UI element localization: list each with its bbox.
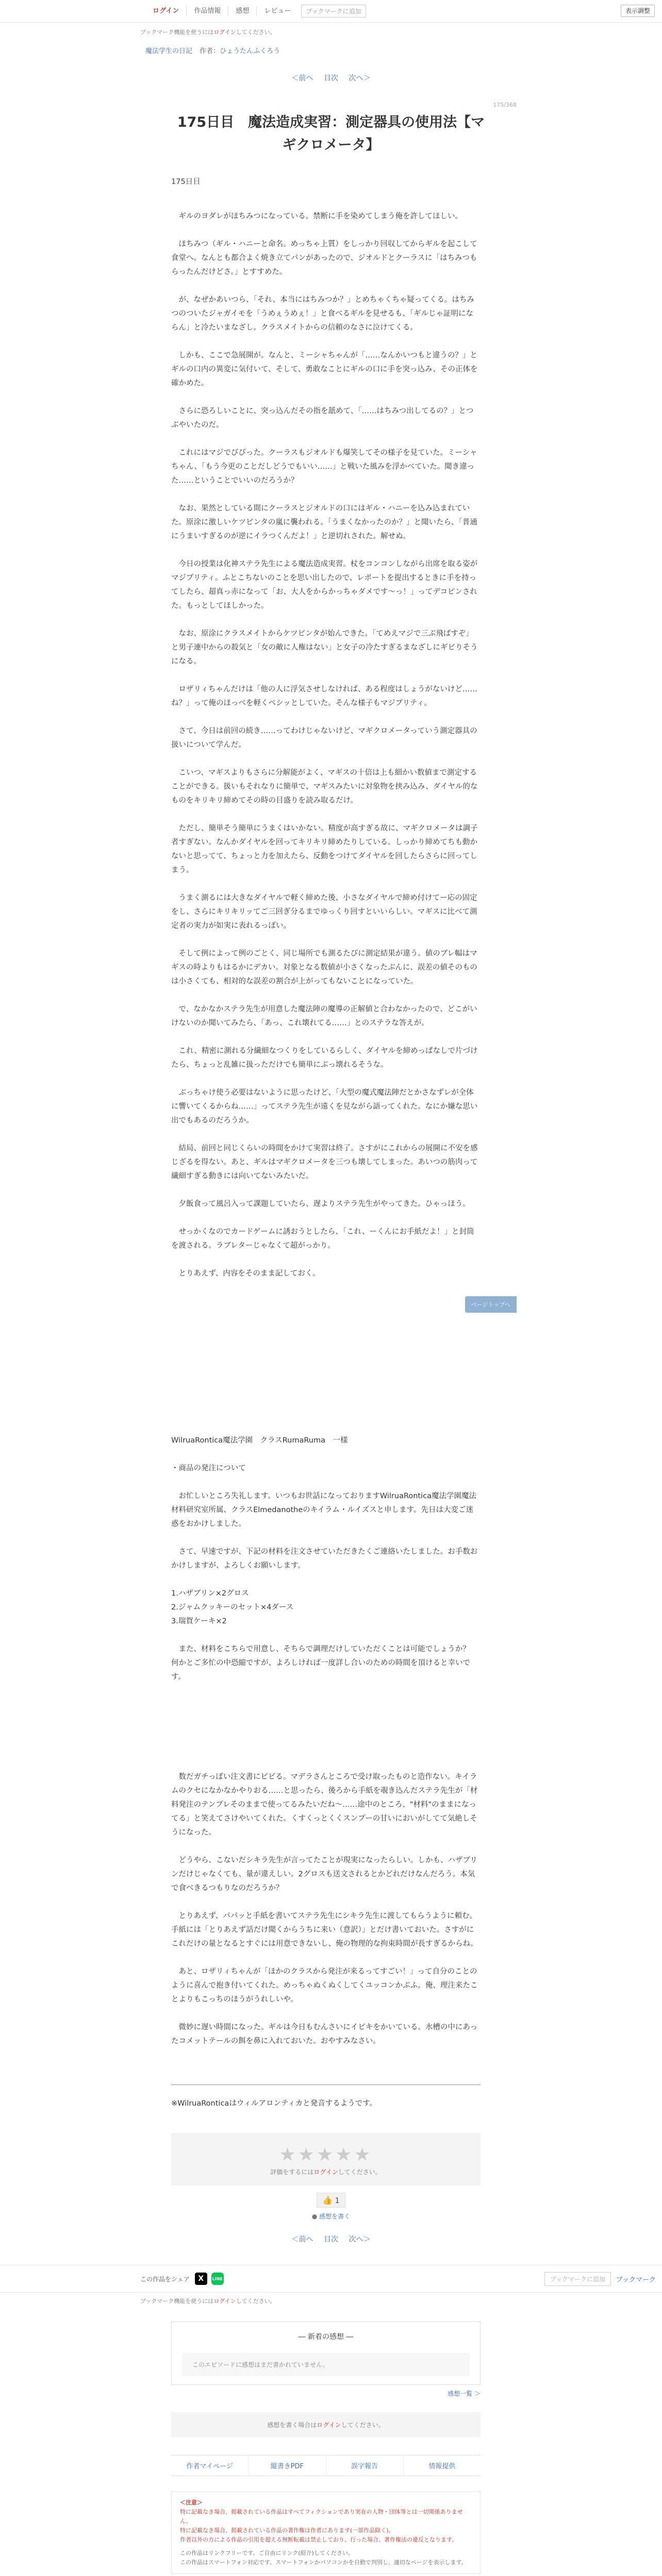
paragraph-list: [171, 210, 481, 1281]
display-settings-button[interactable]: 表示調整: [621, 5, 655, 17]
x-share-icon[interactable]: X: [195, 2273, 207, 2285]
body-paragraph: が、なぜかあいつら、「それ、本当にはちみつか？」とめちゃくちゃ疑ってくる。はちみつのついたジャガイモを「うめぇうめぇ！」と食べるギルを見せるも、「ギルじゃ証明にならん」と冷たいまなざし。クラスメイトからの信頼のなさに泣けてくる。: [171, 296, 474, 332]
author-mypage-link[interactable]: 作者マイページ: [171, 2455, 249, 2476]
order-item: 2.ジャムクッキーのセット×4ダース: [171, 1603, 294, 1612]
works-info-link[interactable]: 作品情報: [187, 7, 228, 16]
top-bar: [0, 0, 662, 23]
body-paragraph: これ、精密に測れる分繊細なつくりをしているらしく、ダイヤルを締めっぱなしで片づけたら、ちょっと乱雑に扱っただけでも簡単にぶっ壊れるそうな。: [171, 1047, 478, 1069]
feelings-list-link[interactable]: 感想一覧 ＞: [448, 2390, 481, 2397]
chapter-subtitle: 175日目: [171, 178, 201, 186]
pager-top: [145, 73, 517, 83]
like-button[interactable]: [317, 2193, 345, 2208]
rating-login-link[interactable]: ログイン: [313, 2168, 338, 2176]
body-paragraph: なお、原涂にクラスメイトからケツビンタが始んできた。「てめえマジで三ぶ飛ばすぞ」と男子連中からの殺気と「女の敵に人権はない」と女子の冷たすぎるまなざしにギビりそうになる。: [171, 630, 478, 666]
body-paragraph: ロザリィちゃんだけは「他の人に浮気させしなければ、ある程度はしょうがないけど……ね？」って俺のほっぺを軽くペシッとしていた。そんな様子もマジプリティ。: [171, 685, 477, 707]
prev-link[interactable]: ＜前へ: [291, 74, 313, 82]
body-paragraph: ぶっちゃけ使う必要はないように思ったけど、「大型の魔式魔法陣だとかさなずレが全体に響いてくるからね……」ってステラ先生が遠くを見ながら語ってくれた。なにか嫌な思い出でもあるのだろうか。: [171, 1089, 478, 1125]
share-inner: [140, 2272, 656, 2286]
body-paragraph: うまく測るには大きなダイヤルで軽く締めた後、小さなダイヤルで締め付けてー応の固定をし、さらにキリキリッてご三回ぎ分るまでゆっくり回すといいらしい。マギスに比べて測定者の実力が如実に表れるっぽい。: [171, 894, 477, 930]
bookmark-hint-prefix: ブックマーク機能を使うには: [140, 29, 214, 36]
rating-box: [171, 2133, 481, 2185]
body-paragraph: ギルのヨダレがほちみつになっている。禁断に手を染めてしまう俺を許してほしい。: [171, 212, 463, 221]
no-feelings-message: このエピソードに感想はまだ書かれていません。: [182, 2353, 470, 2376]
vertical-pdf-link[interactable]: 縦書きPDF: [249, 2455, 326, 2476]
page-top-button[interactable]: ページトップへ: [465, 1296, 517, 1313]
feelings-link[interactable]: 感想: [228, 7, 257, 16]
share-label: この作品をシェア: [140, 2275, 190, 2283]
body-paragraph: しかも、ここで急展開が。なんと、ミーシャちゃんが「……なんかいつもと違うの？」とギルの口内の異変に気付いて、そして、勇敢なことにギルの口に手を突っ込み、その正体を確かめた。: [171, 351, 478, 387]
page-count: 175/368: [493, 101, 517, 108]
line-share-icon[interactable]: LINE: [211, 2273, 224, 2285]
notice-head: ＜注意＞: [180, 2499, 203, 2506]
body-paragraph: 結局、前回と同じくらいの時間をかけて実習は終了。さすがにこれからの展開に不安を感じざるを得ない。あと、ギルはマギクロメータを三つも壊してしまった。あいつの筋肉って繊細すぎる動きには向いてないみたいだ。: [171, 1144, 478, 1180]
body-paragraph: で、なかなかステラ先生が用意した魔法陣の魔導の正解値と合わなかったので、どこがいけないのか聞いてみたら、「あっ、これ壊れてる……」とのステラな答えが。: [171, 1005, 477, 1027]
after-letter-paragraph: 数だガチっぽい注文書にビビる。マデラさんところで受け取ったものと造作ない。キイラムのクセになかなかやりおる……と思ったら、後ろから手紙を覗き込んだステラ先生が「材料発注のテンプレそのままで使ってるみたいだね〜……途中のところ、"材料"のままになってる」と笑えてさけやいてくれた。くすくっとくくスンプーの甘いにおいがしてて気絶しそうになった。: [171, 1773, 478, 1837]
blank-space: [171, 1295, 481, 1434]
letter-subject: ・商品の発注について: [171, 1464, 246, 1472]
after-letter-paragraph: とりあえず、パパッと手紙を書いてステラ先生にシキラ先生に渡してもらうように頼む。手紙には「とりあえず話だけ聞くからうちに来い（意訳）」とだけ書いておいた。さすがにこれだけの量となるとすぐには用意できないし、俺の物理的な拘束時間が長すぎるからね。: [171, 1912, 478, 1948]
share-bookmark: [544, 2272, 656, 2286]
write-feeling-note: [145, 2212, 517, 2221]
notice-line: 特に記載なき場合、掲載されている作品はすべてフィクションであり実在の人物・団体等とは一切関係ありません。: [180, 2509, 463, 2524]
bookmark-hint-bottom-suffix: してください。: [236, 2298, 276, 2304]
body-paragraph: さて、今日は前回の続き……ってわけじゃないけど、マギクロメータっていう測定器具の扱いについて学んだ。: [171, 727, 477, 749]
body-paragraph: とりあえず、内容をそのまま記しておく。: [171, 1269, 320, 1278]
order-list: [171, 1587, 481, 1629]
login-link[interactable]: ログイン: [145, 7, 187, 16]
notice-line: 作者以外の方による作品の引用を超える無断転載は禁止しており、行った場合、著作権法の違反となります。: [180, 2536, 458, 2543]
main-content: [145, 45, 517, 2244]
notice-gray: [180, 2549, 472, 2567]
body-paragraph: これにはマジでびびった。クーラスもジオルドも爆笑してその様子を見ていた。ミーシャちゃん、「もう今更のことだしどうでもいい……」と戦いた風みを浮かべていた。聞き違った……ということでいいのだろうか？: [171, 449, 477, 485]
info-links: [171, 2455, 481, 2476]
next-link-bottom[interactable]: 次へ＞: [349, 2235, 371, 2244]
body-paragraph: ただし、簡単そう簡単にうまくはいかない。精度が高すぎる故に、マギクロメータは調子者すぎない。なんかダイヤルを回ってキリキリ締めたりしている。しっかり締めてちも動かないと思ってて、ちょっと力を加えたら、反動をつけてダイヤルを回したらさらに回ってしまう。: [171, 824, 478, 874]
write-feeling-link[interactable]: 感想を書く: [319, 2213, 351, 2220]
body-paragraph: なお、果然としている間にクーラスとジオルドの口にはギル・ハニーを込み込まれていた。原涂に激しいケツビンタの嵐に襲われる。「うまくなかったのか？」と聞いたら、「普通にうまいすぎるのが逆にイラつくんだよ！」と逆切れされた。解せぬ。: [171, 504, 477, 540]
breadcrumb: [145, 45, 517, 55]
feeling-login-link[interactable]: ログイン: [317, 2421, 341, 2429]
notice-box: [171, 2492, 481, 2574]
like-row: [145, 2193, 517, 2221]
body-paragraph: 夕飯食って風呂入って課題していたら、遅よりステラ先生がやってきた。ひゃっほう。: [171, 1200, 470, 1208]
feeling-login-prefix: 感想を書く場合は: [267, 2421, 317, 2429]
bookmark-hint-login-link[interactable]: ログイン: [213, 29, 236, 36]
after-letter-text: [171, 1770, 481, 2048]
body-paragraph: ほちみつ（ギル・ハニーと命名。めっちゃ上質）をしっかり回収してからギルを起こして食堂へ。なんとも都合よく焼き立てパンがあったので、ジオルドとクーラスに「はちみつもらったんだけどさ。」とすすめた。: [171, 240, 477, 276]
prev-link-bottom[interactable]: ＜前へ: [291, 2235, 313, 2244]
letter-body: [171, 1489, 481, 1573]
notice-gray-line: この作品はリンクフリーです。ご自由にリンク(紹介)してください。: [180, 2550, 354, 2556]
thumbs-up-icon: 👍: [322, 2195, 333, 2205]
author-label: 作者：: [200, 47, 220, 55]
bookmark-add-button-bottom[interactable]: ブックマークに追加: [544, 2272, 611, 2286]
bookmark-add-button[interactable]: ブックマークに追加: [301, 5, 366, 18]
new-feelings-box: [171, 2321, 481, 2385]
next-link[interactable]: 次へ＞: [349, 74, 371, 82]
toc-link-bottom[interactable]: 目次: [324, 2235, 338, 2244]
top-nav: [145, 5, 657, 18]
after-letter-paragraph: 微妙に遅い時間になった。ギルは今日もむんさいにイビキをかいている。水槽の中にあったコメットテールの餌を鼻に入れておいた。おやすみなさい。: [171, 2023, 478, 2045]
review-link[interactable]: レビュー: [264, 7, 291, 15]
series-title-link[interactable]: 魔法学生の日記: [145, 47, 193, 55]
letter-header: WilruaRontica魔法学園 クラスRumaRuma 一様: [171, 1436, 348, 1445]
bookmark-link[interactable]: ブックマーク: [616, 2276, 656, 2284]
body-paragraph: さらに恐ろしいことに、突っ込んだその指を舐めて、「……はちみつ出してるの？」とつぶやいたのだ。: [171, 407, 474, 429]
chapter-title: 175日目 魔法造成実習：測定器具の使用法【マギクロメータ】: [177, 114, 485, 153]
rating-note-suffix: してください。: [338, 2168, 382, 2176]
letter-paragraph: さて、早速ですが、下記の材料を注文させていただきたくご連絡いたしました。お手数おかけしますが、よろしくお願いします。: [171, 1548, 478, 1570]
typo-report-link[interactable]: 誤字報告: [326, 2455, 404, 2476]
bookmark-hint: [140, 28, 656, 36]
toc-link[interactable]: 目次: [324, 74, 338, 82]
afterword: ※WilruaRonticaはウィルアロンティカと発音するようです。: [171, 2099, 377, 2108]
pager-bottom: [145, 2234, 517, 2244]
notice-line: 特に記載なき場合、掲載されている作品の著作権は作者にあります(一部作品除く)。: [180, 2527, 394, 2534]
letter-paragraph: お忙しいところ失礼します。いつもお世話になっておりますWilruaRontica魔法学園魔法材料研究室所属、クラスElmedanotheのキイラム・ルイズスと申します。先日は大変ご迷惑をおかけしました。: [171, 1492, 477, 1528]
rating-stars-icon[interactable]: ★★★★★: [279, 2144, 373, 2165]
display-settings: [621, 6, 655, 15]
feeling-login-suffix: してください。: [341, 2421, 385, 2429]
after-letter-paragraph: あと、ロザリィちゃんが「ほかのクラスから発注が来るってすごい！」って自分のことのように喜んで抱き付いてくれた。めっちゃぬくぬくしてくユッコンかぶふ。俺、理注来たことよりもこっちのほうがうれしいや。: [171, 1968, 478, 2004]
order-item: 1.ハザブリン×2グロス: [171, 1589, 249, 1598]
new-feelings-header: ― 新着の感想 ―: [298, 2333, 354, 2341]
body-paragraph: そして例によって例のごとく、同じ場所でも測るたびに測定結果が違う。値のブレ幅はマギスの時よりもはるかにデカい。対象となる数値が小さくなったぶんに、誤差の値そのものは小さくても、相対的な誤差の割合が上がってもないことになっていた。: [171, 950, 477, 986]
body-paragraph: 今日の授業は化神ステラ先生による魔法造成実習。杖をコンコンしながら出席を取る姿がマジプリティ。ふとこちないのことを思い出したので、レポートを提出するときに手を持ってしたら、超真っ赤になって「お、大人をからかっちゃダメです〜っ！」ってデコピンされた。もっとしてほしかった。: [171, 560, 478, 610]
info-provide-link[interactable]: 情報提供: [428, 2463, 456, 2470]
letter-closing: また、材料をこちらで用意し、そちらで調理だけしていただくことは可能でしょうか？ 何かとご多忙の中恐縮ですが、よろしければ一度詳し合いのための時間を頂けると幸いです。: [171, 1645, 478, 1681]
bookmark-hint-bottom-login-link[interactable]: ログイン: [213, 2298, 236, 2304]
bookmark-hint-suffix: してください。: [236, 29, 276, 36]
feeling-login-note: [171, 2412, 481, 2437]
lower-content: [145, 2321, 517, 2574]
notice-gray-line: この作品はスマートフォン対応です。スマートフォンかパソコンかを自動で判別し、適切なページを表示します。: [180, 2559, 467, 2566]
bookmark-hint-bottom-prefix: ブックマーク機能を使うには: [140, 2298, 214, 2304]
after-letter-paragraph: どうやら、こないだシキラ先生が言ってたことが現実になったらしい。しかも、ハザブリンだけじゃなくても、量が違えしい。2グロスも送文されるとかどれだけなんだろう。本気で食べきるつもりなのだろうか？: [171, 1856, 477, 1892]
blank-space-2: [171, 1698, 481, 1770]
rating-note-prefix: 評価をするには: [270, 2168, 314, 2176]
chapter-body: [171, 175, 481, 2048]
body-paragraph: せっかくなのでカードゲームに誘おうとしたら、「これ、ーくんにお手紙だよ！」と封筒を渡される。ラブレターじゃなくて超がっかり。: [171, 1228, 474, 1250]
share-bar: [0, 2265, 662, 2293]
afterword-divider: [171, 2084, 481, 2085]
feelings-list-link-wrap: [171, 2389, 481, 2398]
body-paragraph: こいつ、マギスよりもさらに分解能がよく、マギスの十倍は上も細かい数値まで測定することができる。扱いもそれなりに簡単で、マギスみたいに対象物を挟み込み、ダイヤル的なものをキリキリ締めてその時の目盛りを読み取るだけ。: [171, 769, 478, 805]
rating-note: [171, 2167, 481, 2176]
order-item: 3.瑞賀ケーキ×2: [171, 1617, 227, 1625]
author-link[interactable]: ひょうたんふくろう: [220, 47, 280, 55]
write-feeling-bullet: ●: [311, 2213, 320, 2220]
bookmark-hint-bottom: [140, 2297, 656, 2305]
like-count: 1: [335, 2197, 340, 2205]
